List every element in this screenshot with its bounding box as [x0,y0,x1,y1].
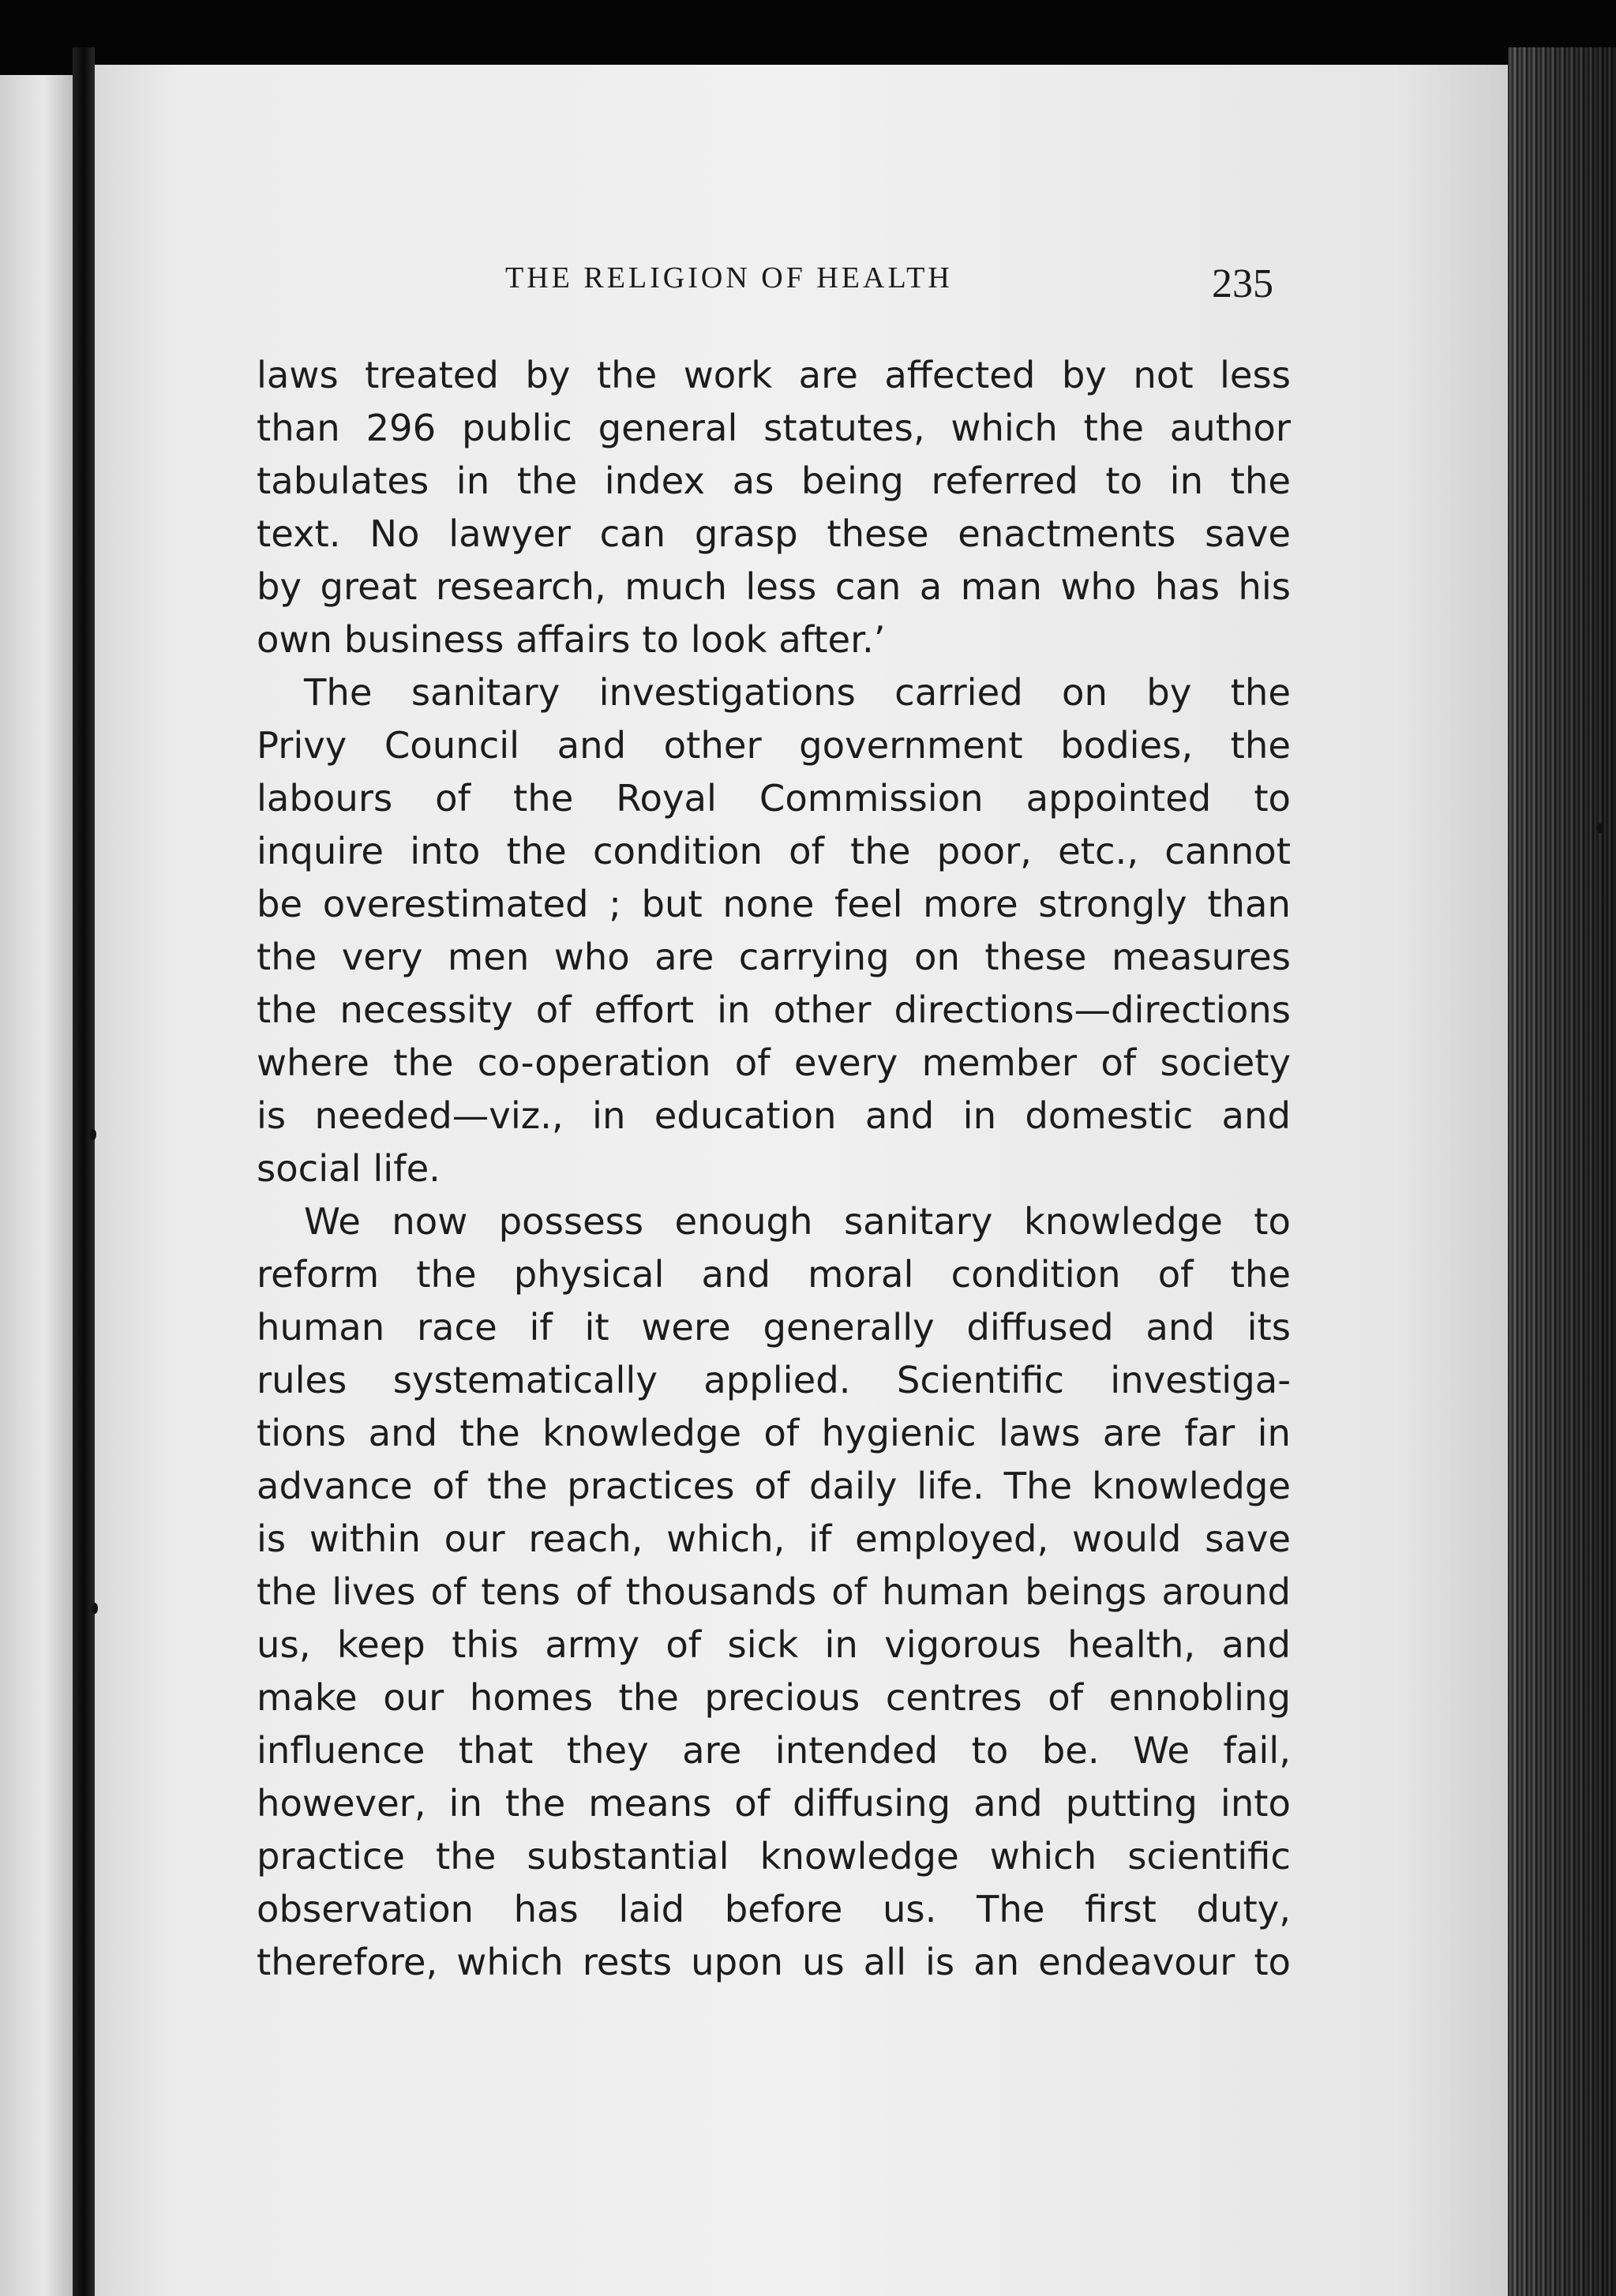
text-line: laws treated by the work are affected by not less [257,354,1291,396]
text-line: observation has laid before us. The first duty, [257,1888,1291,1930]
running-head: THE RELIGION OF HEALTH [505,261,953,295]
scan-speck [90,1129,96,1140]
text-line: the very men who are carrying on these measures [257,936,1291,978]
text-line: labours of the Royal Commission appointed to [257,777,1291,820]
text-line: own business affairs to look after.’ [257,618,886,661]
scan-speck [92,1603,98,1614]
text-line: social life. [257,1147,441,1190]
text-line: however, in the means of diffusing and putting into [257,1782,1291,1825]
text-line: where the co-operation of every member of society [257,1041,1291,1084]
text-line: text. No lawyer can grasp these enactments save [257,512,1291,555]
text-line: reform the physical and moral condition of the [257,1253,1291,1296]
text-line: practice the substantial knowledge which scientific [257,1835,1291,1878]
text-line: is within our reach, which, if employed, would save [257,1518,1291,1560]
text-line: influence that they are intended to be. We fail, [257,1729,1291,1772]
scan-speck [1596,823,1603,833]
text-line: is needed—viz., in education and in domestic and [257,1094,1291,1137]
text-line: than 296 public general statutes, which the author [257,407,1291,449]
text-line: The sanitary investigations carried on by the [304,671,1291,714]
text-line: the necessity of effort in other directions—directions [257,989,1291,1031]
text-line: tabulates in the index as being referred to in the [257,460,1291,502]
page-number: 235 [1212,261,1273,306]
text-line: be overestimated ; but none feel more strongly than [257,883,1291,925]
text-line: make our homes the precious centres of ennobling [257,1676,1291,1719]
text-line: Privy Council and other government bodies, the [257,724,1291,767]
text-line: us, keep this army of sick in vigorous health, and [257,1623,1291,1666]
text-line: therefore, which rests upon us all is an endeavour to [257,1941,1291,1983]
page-fore-edge-shadow [1508,47,1616,2296]
text-line: advance of the practices of daily life. The knowledge [257,1465,1291,1507]
text-line: by great research, much less can a man who has his [257,565,1291,608]
text-line: tions and the knowledge of hygienic laws are far in [257,1412,1291,1454]
text-line: rules systematically applied. Scientific investiga- [257,1359,1291,1401]
text-line: We now possess enough sanitary knowledge to [304,1200,1291,1243]
previous-page-edge [0,75,73,2296]
book-gutter [73,47,95,2296]
text-line: inquire into the condition of the poor, etc., cannot [257,830,1291,872]
text-line: human race if it were generally diffused and its [257,1306,1291,1349]
text-line: the lives of tens of thousands of human beings around [257,1570,1291,1613]
body-text [257,349,1291,1989]
